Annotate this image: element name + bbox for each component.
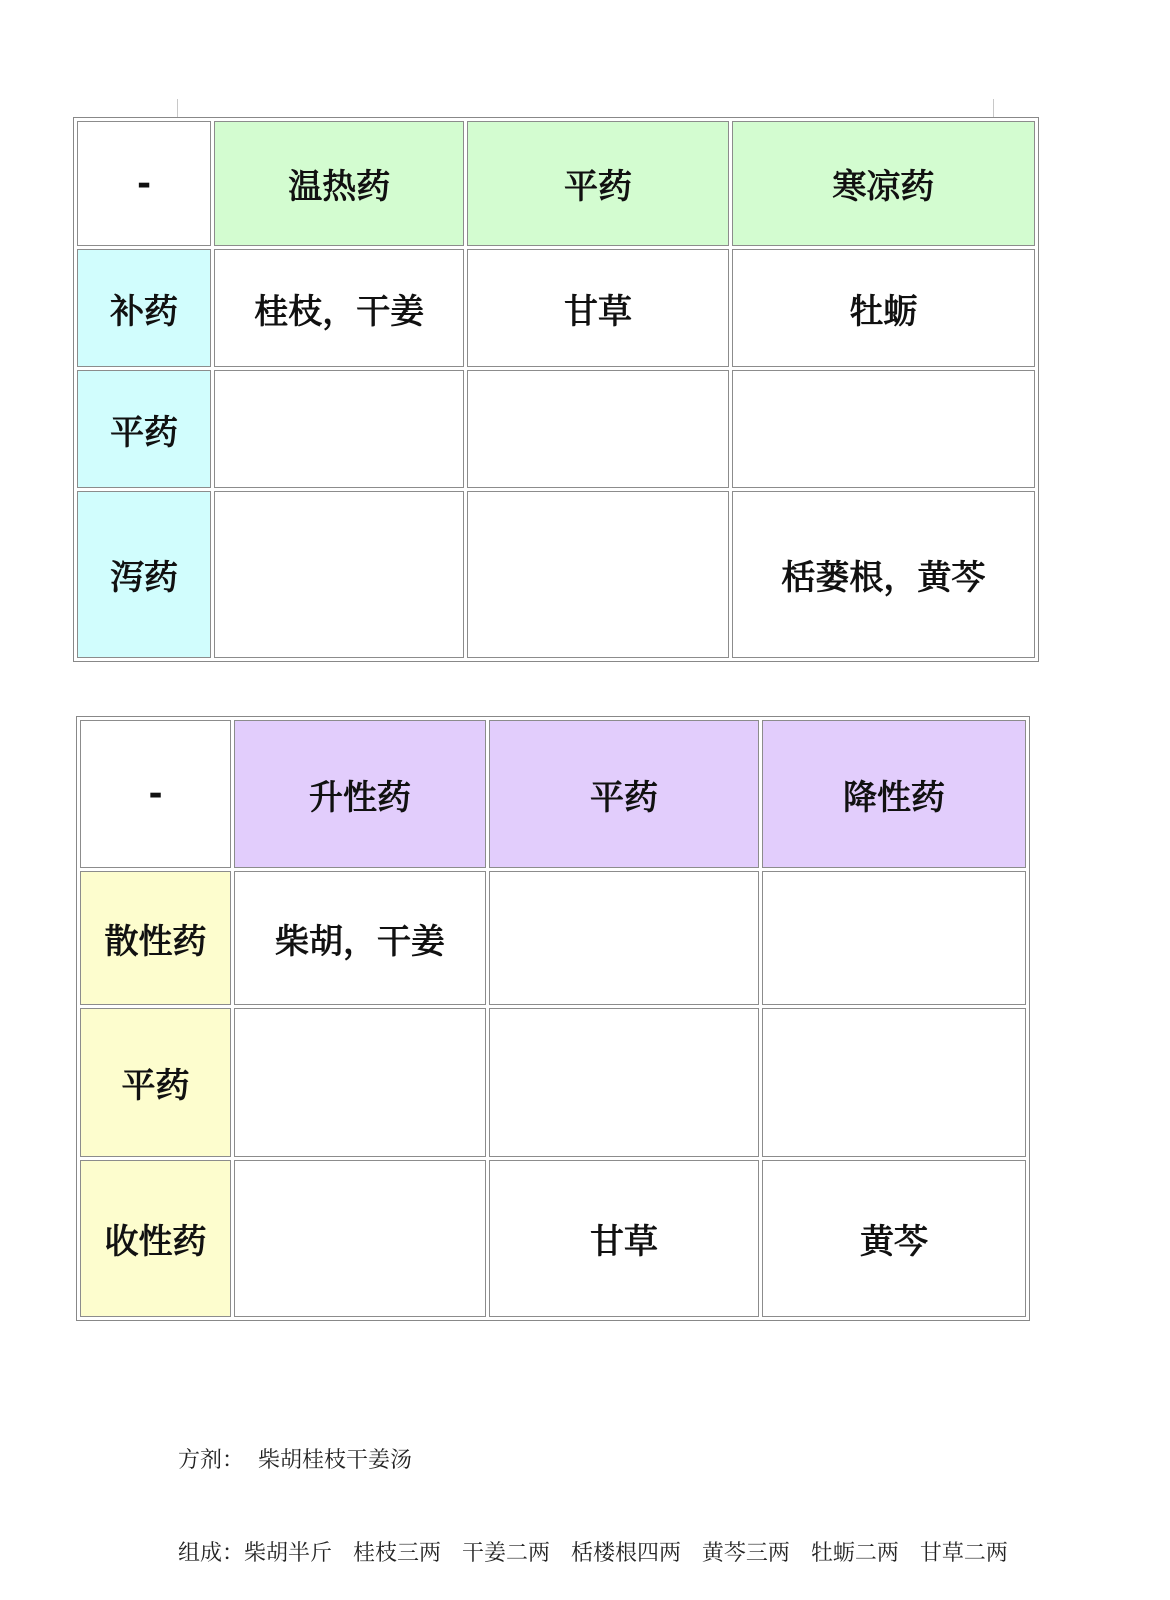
table1-row-header-neutral: 平药 [77,370,211,488]
table2-col-header-descending: 降性药 [762,720,1026,868]
herb-direction-table [76,716,1030,1321]
margin-tick-left [177,99,178,119]
prescription-notes [178,1383,1008,1600]
table1-corner-cell: - [77,121,211,246]
table1-cell: 桂枝，干姜 [214,249,464,367]
table2-cell: 黄芩 [762,1160,1026,1317]
prescription-line: 方剂： 柴胡桂枝干姜汤 [178,1448,412,1473]
table2-cell [234,1160,486,1317]
table2-row-header-astringent: 收性药 [80,1160,231,1317]
table2-cell [489,1008,759,1157]
table1-col-header-neutral: 平药 [467,121,728,246]
margin-tick-right [993,99,994,119]
table2-row-header-dispersing: 散性药 [80,871,231,1005]
table2-col-header-neutral: 平药 [489,720,759,868]
table2-cell: 甘草 [489,1160,759,1317]
table1-cell [214,370,464,488]
table2-cell [762,1008,1026,1157]
table1-cell: 栝蒌根，黄芩 [732,491,1035,658]
table1-cell: 牡蛎 [732,249,1035,367]
table1-cell [467,370,728,488]
table2-row-header-neutral: 平药 [80,1008,231,1157]
table1-row-header-purge: 泻药 [77,491,211,658]
table1-col-header-warm: 温热药 [214,121,464,246]
table2-cell [234,1008,486,1157]
table1-cell: 甘草 [467,249,728,367]
table2-col-header-ascending: 升性药 [234,720,486,868]
table1-row-header-tonic: 补药 [77,249,211,367]
table1-cell [467,491,728,658]
table1-col-header-cold: 寒凉药 [732,121,1035,246]
table2-cell: 柴胡，干姜 [234,871,486,1005]
table2-cell [489,871,759,1005]
herb-temperature-table [73,117,1039,662]
composition-line: 组成：柴胡半斤 桂枝三两 干姜二两 栝楼根四两 黄芩三两 牡蛎二两 甘草二两 [178,1541,1008,1566]
table2-corner-cell: - [80,720,231,868]
table2-cell [762,871,1026,1005]
table1-cell [732,370,1035,488]
table1-cell [214,491,464,658]
